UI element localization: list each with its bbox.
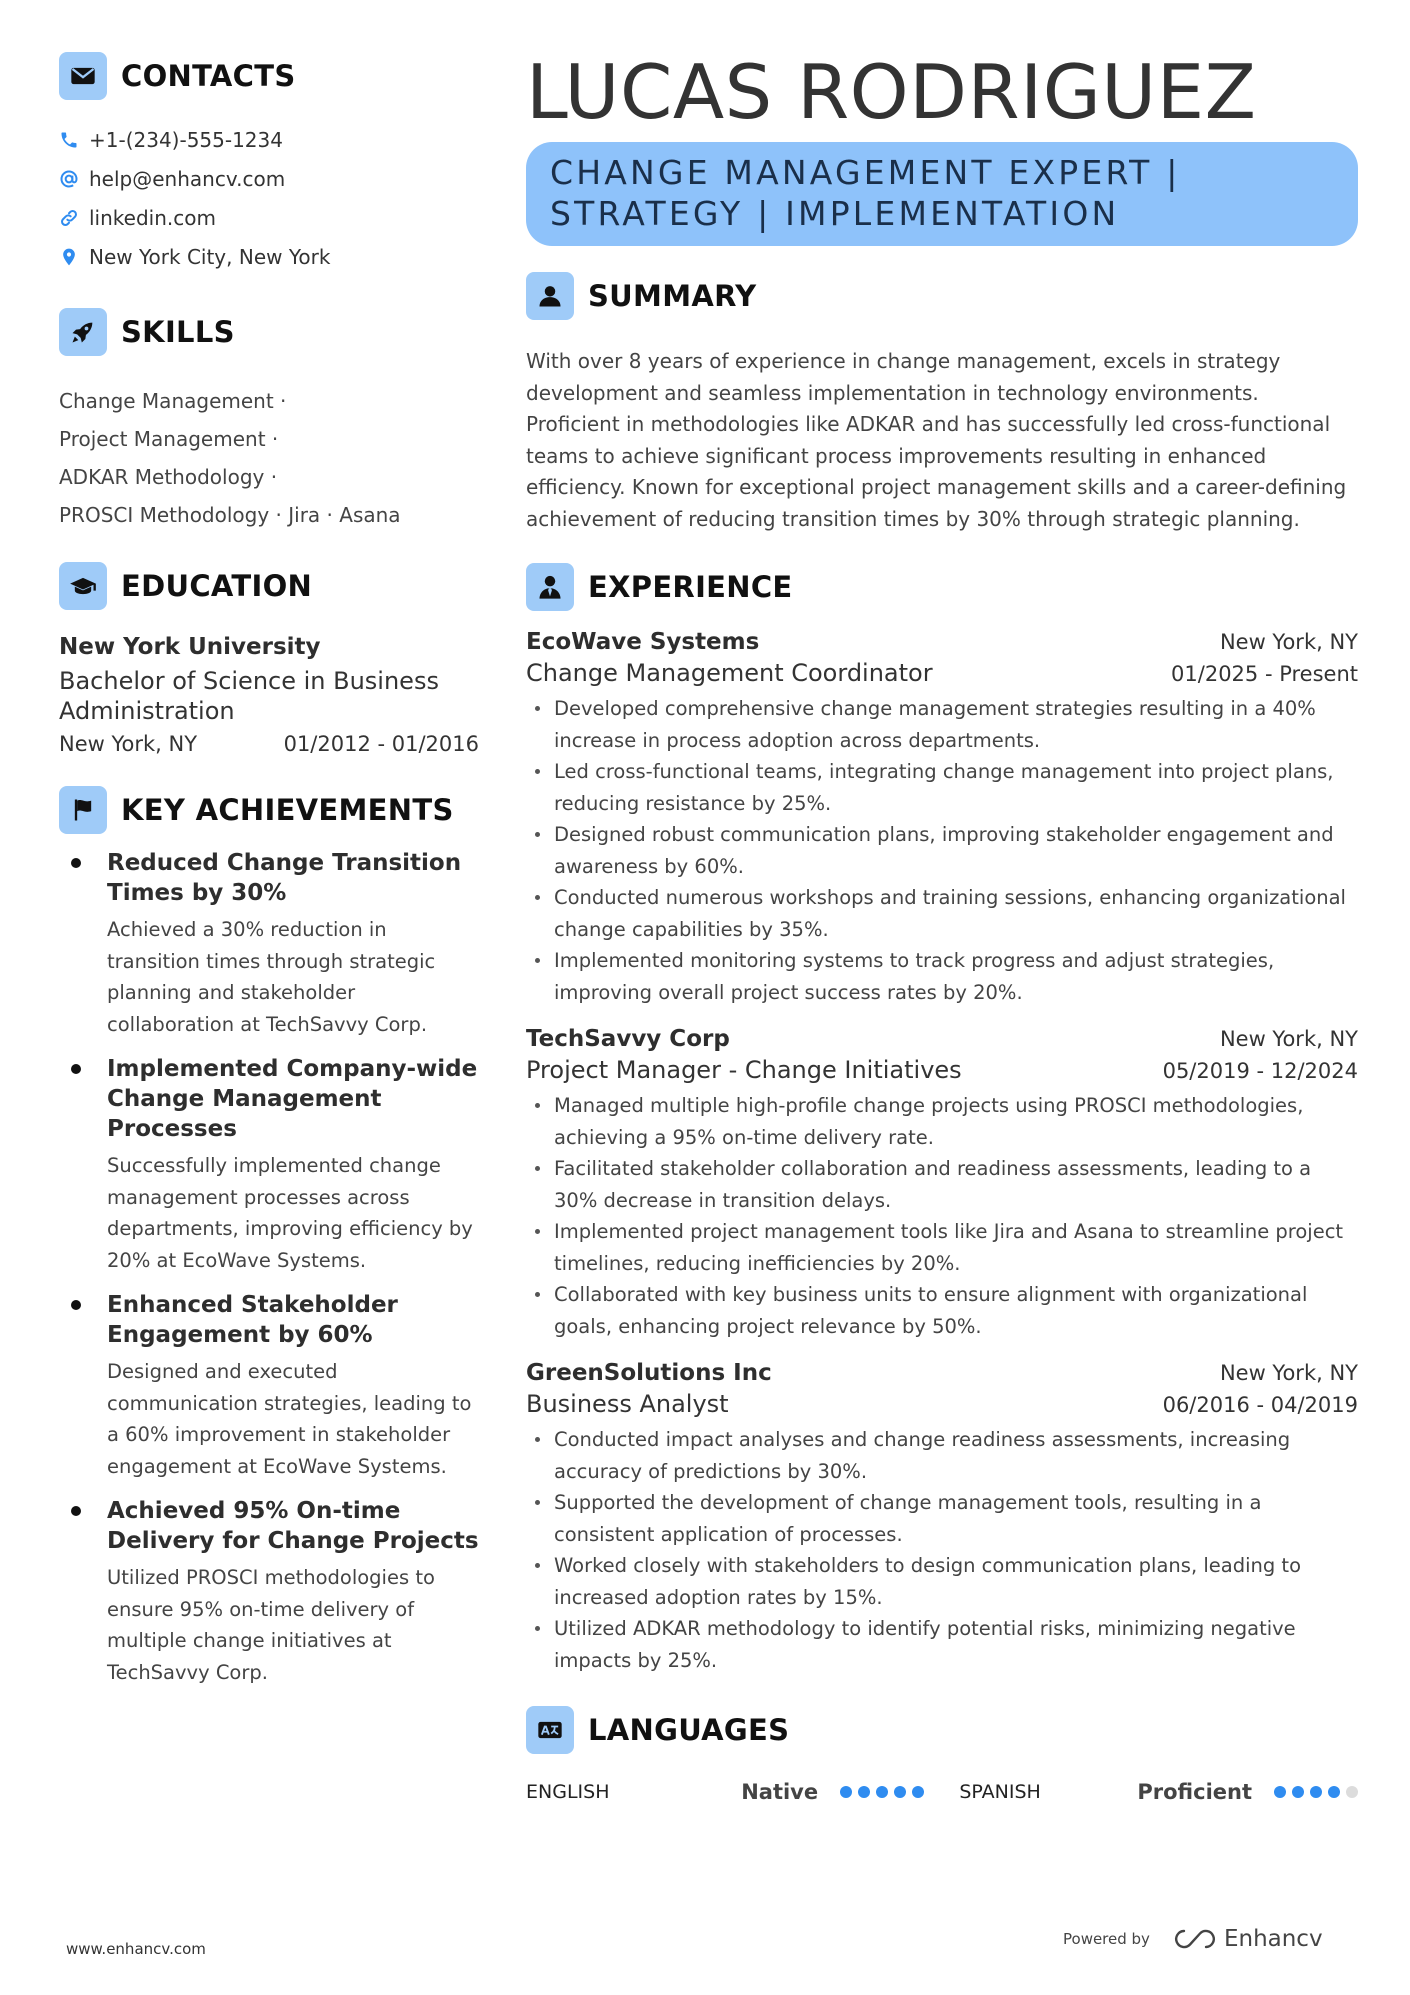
summary-title: SUMMARY — [588, 279, 757, 313]
education-degree: Bachelor of Science in Business Administration — [59, 667, 439, 725]
achievement-desc: Utilized PROSCI methodologies to ensure 95% on-time delivery of multiple change initiatives at TechSavvy Corp. — [107, 1566, 435, 1684]
bullet-dot — [71, 1064, 81, 1074]
left-column — [59, 52, 479, 1688]
education-title: EDUCATION — [121, 569, 313, 603]
link-icon — [59, 208, 79, 228]
language-name: SPANISH — [959, 1781, 1041, 1803]
achievements-list — [59, 848, 479, 1688]
contact-location — [59, 237, 479, 276]
job-dates: 06/2016 - 04/2019 — [1162, 1393, 1358, 1417]
job-company: TechSavvy Corp — [526, 1026, 730, 1052]
footer-branding — [1063, 1926, 1323, 1952]
job-entry — [526, 1360, 1358, 1676]
summary-text: With over 8 years of experience in change management, excels in strategy development and seamless implementation in technology environments. Proficient in methodologies like ADKAR and has successfully led cross-functional teams to achieve significant process improvements resulting in enhanced efficiency. Known for exceptional project management skills and a career-defining achievement of reducing transition times by 30% through strategic planning. — [526, 349, 1347, 531]
job-entry — [526, 1026, 1358, 1342]
rating-dot-filled — [894, 1786, 906, 1798]
contact-email-text: help@enhancv.com — [89, 166, 286, 191]
job-role: Business Analyst — [526, 1390, 729, 1418]
job-bullet: Implemented project management tools like Jira and Asana to streamline project timelines, reducing inefficiencies by 20%. — [526, 1216, 1358, 1279]
job-bullet: Developed comprehensive change management strategies resulting in a 40% increase in process adoption across departments. — [526, 693, 1358, 756]
rating-dot-filled — [1328, 1786, 1340, 1798]
education-location: New York, NY — [59, 732, 198, 756]
language-name: ENGLISH — [526, 1781, 610, 1803]
footer-website[interactable]: www.enhancv.com — [66, 1940, 206, 1958]
skill-line: PROSCI Methodology · Jira · Asana — [59, 503, 401, 527]
rating-dot-filled — [912, 1786, 924, 1798]
languages-title: LANGUAGES — [588, 1713, 790, 1747]
tagline: CHANGE MANAGEMENT EXPERT | STRATEGY | IMPLEMENTATION — [526, 142, 1358, 246]
summary-header — [526, 272, 1358, 320]
achievement-desc: Successfully implemented change management processes across departments, improving efficiency by 20% at EcoWave Systems. — [107, 1154, 473, 1272]
skill-line: ADKAR Methodology · — [59, 465, 278, 489]
candidate-name: LUCAS RODRIGUEZ — [526, 48, 1257, 136]
phone-icon — [59, 130, 79, 150]
job-bullet: Utilized ADKAR methodology to identify potential risks, minimizing negative impacts by 25%. — [526, 1613, 1358, 1676]
achievement-item — [59, 848, 479, 1040]
envelope-icon — [59, 52, 107, 100]
language-rating — [840, 1786, 924, 1798]
rating-dot-empty — [1346, 1786, 1358, 1798]
education-dates: 01/2012 - 01/2016 — [283, 732, 479, 756]
rating-dot-filled — [876, 1786, 888, 1798]
enhancv-logo-icon — [1172, 1927, 1218, 1951]
achievements-header — [59, 786, 479, 834]
job-bullet: Worked closely with stakeholders to design communication plans, leading to increased adoption rates by 15%. — [526, 1550, 1358, 1613]
graduation-cap-icon — [59, 562, 107, 610]
map-pin-icon — [59, 247, 79, 267]
rating-dot-filled — [1274, 1786, 1286, 1798]
contact-phone-text: +1-(234)-555-1234 — [89, 127, 283, 152]
job-bullet: Collaborated with key business units to ensure alignment with organizational goals, enhancing project relevance by 50%. — [526, 1279, 1358, 1342]
job-bullet: Conducted numerous workshops and training sessions, enhancing organizational change capabilities by 35%. — [526, 882, 1358, 945]
skills-header — [59, 308, 479, 356]
contact-email[interactable] — [59, 159, 479, 198]
bullet-dot — [71, 858, 81, 868]
education-school: New York University — [59, 634, 321, 660]
job-company: GreenSolutions Inc — [526, 1360, 772, 1386]
language-level: Proficient — [1137, 1780, 1252, 1804]
job-company: EcoWave Systems — [526, 629, 760, 655]
brand-name: Enhancv — [1223, 1926, 1323, 1952]
right-column — [526, 48, 1358, 1804]
language-rating — [1274, 1786, 1358, 1798]
job-bullets — [526, 1424, 1358, 1676]
contacts-header — [59, 52, 479, 100]
job-entry — [526, 629, 1358, 1008]
job-role: Project Manager - Change Initiatives — [526, 1056, 962, 1084]
languages-header — [526, 1706, 1358, 1754]
job-dates: 01/2025 - Present — [1171, 662, 1358, 686]
job-bullet: Supported the development of change management tools, resulting in a consistent application of processes. — [526, 1487, 1358, 1550]
rating-dot-filled — [1310, 1786, 1322, 1798]
translate-icon — [526, 1706, 574, 1754]
rating-dot-filled — [840, 1786, 852, 1798]
contact-linkedin[interactable] — [59, 198, 479, 237]
skills-list — [59, 382, 479, 534]
skill-line: Change Management · — [59, 389, 287, 413]
contact-linkedin-text: linkedin.com — [89, 205, 216, 230]
job-location: New York, NY — [1219, 1027, 1358, 1051]
job-bullets — [526, 1090, 1358, 1342]
languages-row — [526, 1780, 1358, 1804]
job-dates: 05/2019 - 12/2024 — [1162, 1059, 1358, 1083]
job-bullet: Designed robust communication plans, improving stakeholder engagement and awareness by 60%. — [526, 819, 1358, 882]
bullet-dot — [71, 1506, 81, 1516]
at-icon — [59, 169, 79, 189]
achievement-desc: Designed and executed communication strategies, leading to a 60% improvement in stakeholder engagement at EcoWave Systems. — [107, 1360, 472, 1478]
achievement-title: Enhanced Stakeholder Engagement by 60% — [107, 1292, 398, 1348]
bullet-dot — [71, 1300, 81, 1310]
contact-phone[interactable] — [59, 120, 479, 159]
job-role: Change Management Coordinator — [526, 659, 933, 687]
education-header — [59, 562, 479, 610]
brand[interactable] — [1172, 1926, 1323, 1952]
job-bullet: Conducted impact analyses and change readiness assessments, increasing accuracy of predictions by 30%. — [526, 1424, 1358, 1487]
job-bullet: Managed multiple high-profile change projects using PROSCI methodologies, achieving a 95% on-time delivery rate. — [526, 1090, 1358, 1153]
skill-line: Project Management · — [59, 427, 279, 451]
skills-title: SKILLS — [121, 315, 235, 349]
contact-location-text: New York City, New York — [89, 244, 331, 269]
businessman-icon — [526, 563, 574, 611]
powered-by-label: Powered by — [1063, 1930, 1150, 1948]
achievement-title: Reduced Change Transition Times by 30% — [107, 850, 462, 906]
job-bullet: Led cross-functional teams, integrating change management into project plans, reducing resistance by 25%. — [526, 756, 1358, 819]
achievement-item — [59, 1290, 479, 1482]
rocket-icon — [59, 308, 107, 356]
flag-icon — [59, 786, 107, 834]
experience-header — [526, 563, 1358, 611]
contacts-list — [59, 120, 479, 276]
job-bullet: Implemented monitoring systems to track progress and adjust strategies, improving overall project success rates by 20%. — [526, 945, 1358, 1008]
achievement-title: Implemented Company-wide Change Management Processes — [107, 1056, 478, 1142]
job-bullets — [526, 693, 1358, 1008]
rating-dot-filled — [858, 1786, 870, 1798]
education-meta — [59, 732, 479, 756]
achievement-item — [59, 1054, 479, 1276]
job-location: New York, NY — [1219, 630, 1358, 654]
rating-dot-filled — [1292, 1786, 1304, 1798]
achievement-title: Achieved 95% On-time Delivery for Change Projects — [107, 1498, 479, 1554]
job-location: New York, NY — [1219, 1361, 1358, 1385]
job-bullet: Facilitated stakeholder collaboration and readiness assessments, leading to a 30% decrease in transition delays. — [526, 1153, 1358, 1216]
contacts-title: CONTACTS — [121, 59, 296, 93]
achievement-desc: Achieved a 30% reduction in transition times through strategic planning and stakeholder collaboration at TechSavvy Corp. — [107, 918, 436, 1036]
language-level: Native — [741, 1780, 819, 1804]
achievements-title: KEY ACHIEVEMENTS — [121, 793, 454, 827]
experience-title: EXPERIENCE — [588, 570, 793, 604]
achievement-item — [59, 1496, 479, 1688]
user-icon — [526, 272, 574, 320]
